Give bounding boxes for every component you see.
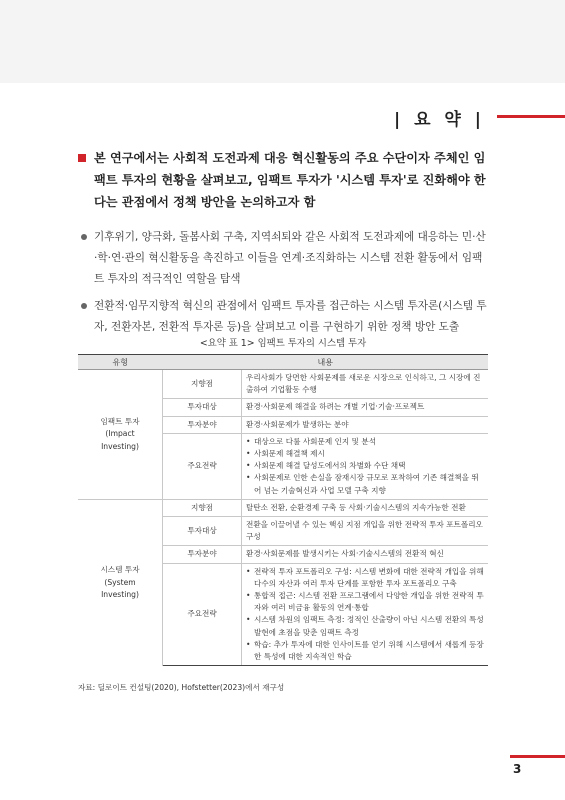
bullet-dot-icon bbox=[81, 303, 87, 309]
list-item: • 사회문제로 인한 손실을 잠재시장 규모로 포착하여 기존 해결책을 뛰어 넘는 기술혁신과 사업 모델 구축 지향 bbox=[246, 472, 484, 496]
table-caption: <요약 표 1> 임팩트 투자의 시스템 투자 bbox=[199, 338, 367, 349]
list-item: • 사회문제 해결책 제시 bbox=[246, 448, 484, 460]
list-item: • 시스템 차원의 임팩트 측정: 정적인 산출량이 아닌 시스템 전환의 특성 발현에 초점을 맞춘 임팩트 측정 bbox=[246, 614, 484, 638]
type-name: 시스템 투자 (System Investing) bbox=[100, 565, 140, 599]
strategy-list bbox=[246, 436, 484, 497]
row-category: 투자대상 bbox=[163, 517, 242, 546]
list-item: • 학습: 추가 투자에 대한 인사이트를 얻기 위해 시스템에서 새롭게 등장한 특성에 대한 지속적인 학습 bbox=[246, 639, 484, 663]
row-category: 주요전략 bbox=[163, 563, 242, 666]
page-number: 3 bbox=[513, 762, 522, 776]
column-header-content: 내용 bbox=[163, 355, 489, 370]
section-title: | 요 약 | bbox=[393, 110, 485, 130]
sub-bullet-list bbox=[78, 227, 488, 338]
list-item: • 전략적 투자 포트폴리오 구성: 시스템 변화에 대한 전략적 개입을 위해 다수의 자산과 여러 투자 단계를 포함한 투자 포트폴리오 구축 bbox=[246, 566, 484, 590]
bullet-dot-icon bbox=[81, 234, 87, 240]
type-name: 임팩트 투자 (Impact Investing) bbox=[100, 417, 140, 451]
table-source-note: 자료: 딜로이트 컨설팅(2020), Hofstetter(2023)에서 재구성 bbox=[78, 683, 285, 692]
row-category: 투자분야 bbox=[163, 546, 242, 563]
summary-section bbox=[78, 147, 488, 344]
row-content bbox=[242, 563, 489, 666]
row-category: 투자분야 bbox=[163, 416, 242, 433]
main-bullet-text: 본 연구에서는 사회적 도전과제 대응 혁신활동의 주요 수단이자 주체인 임팩트 투자의 현황을 살펴보고, 임팩트 투자가 '시스템 투자'로 진화해야 한다는 관점에서 정책 방안을 논의하고자 함 bbox=[94, 151, 486, 209]
row-category: 지향점 bbox=[163, 370, 242, 399]
list-item: • 사회문제 해결 달성도에서의 차별화 수단 채택 bbox=[246, 460, 484, 472]
row-content bbox=[242, 433, 489, 499]
list-item: • 대상으로 다룰 사회문제 인지 및 분석 bbox=[246, 436, 484, 448]
row-category: 지향점 bbox=[163, 499, 242, 516]
row-content: 탈탄소 전환, 순환경제 구축 등 사회·기술시스템의 지속가능한 전환 bbox=[242, 499, 489, 516]
header-accent-line bbox=[497, 115, 565, 118]
group-type-impact bbox=[78, 370, 163, 500]
table-row bbox=[78, 499, 488, 516]
red-square-bullet-icon bbox=[78, 154, 86, 162]
page-header bbox=[0, 83, 565, 153]
top-band bbox=[0, 0, 565, 83]
column-header-type: 유형 bbox=[78, 355, 163, 370]
list-item: • 통합적 접근: 시스템 전환 프로그램에서 다양한 개입을 위한 전략적 투자와 여러 비금융 활동의 연계·통합 bbox=[246, 590, 484, 614]
table-row bbox=[78, 370, 488, 399]
strategy-list bbox=[246, 566, 484, 664]
row-content: 환경·사회문제를 발생시키는 사회·기술시스템의 전환적 혁신 bbox=[242, 546, 489, 563]
impact-investment-table bbox=[78, 354, 488, 666]
row-content: 우리사회가 당면한 사회문제를 새로운 시장으로 인식하고, 그 시장에 진출하여 기업활동 수행 bbox=[242, 370, 489, 399]
sub-bullet-text: 전환적·임무지향적 혁신의 관점에서 임팩트 투자를 접근하는 시스템 투자론(시스템 투자, 전환자본, 전환적 투자론 등)을 살펴보고 이를 구현하기 위한 정책 방안 도출 bbox=[94, 300, 487, 333]
group-type-system bbox=[78, 499, 163, 665]
row-content: 환경·사회문제 해결을 하려는 개별 기업·기술·프로젝트 bbox=[242, 399, 489, 416]
row-content: 전환을 이끌어낼 수 있는 핵심 지점 개입을 위한 전략적 투자 포트폴리오 구성 bbox=[242, 517, 489, 546]
sub-bullet bbox=[78, 296, 488, 338]
main-bullet bbox=[78, 147, 488, 213]
sub-bullet-text: 기후위기, 양극화, 돌봄사회 구축, 지역쇠퇴와 같은 사회적 도전과제에 대응하는 민·산·학·연·관의 혁신활동을 촉진하고 이들을 연계·조직화하는 시스템 전환 활동에서 임팩트 투자의 적극적인 역할을 탐색 bbox=[94, 231, 486, 285]
table-header-row bbox=[78, 355, 488, 370]
row-category: 투자대상 bbox=[163, 399, 242, 416]
footer-accent-line bbox=[510, 755, 565, 758]
row-content: 환경·사회문제가 발생하는 분야 bbox=[242, 416, 489, 433]
row-category: 주요전략 bbox=[163, 433, 242, 499]
sub-bullet bbox=[78, 227, 488, 290]
